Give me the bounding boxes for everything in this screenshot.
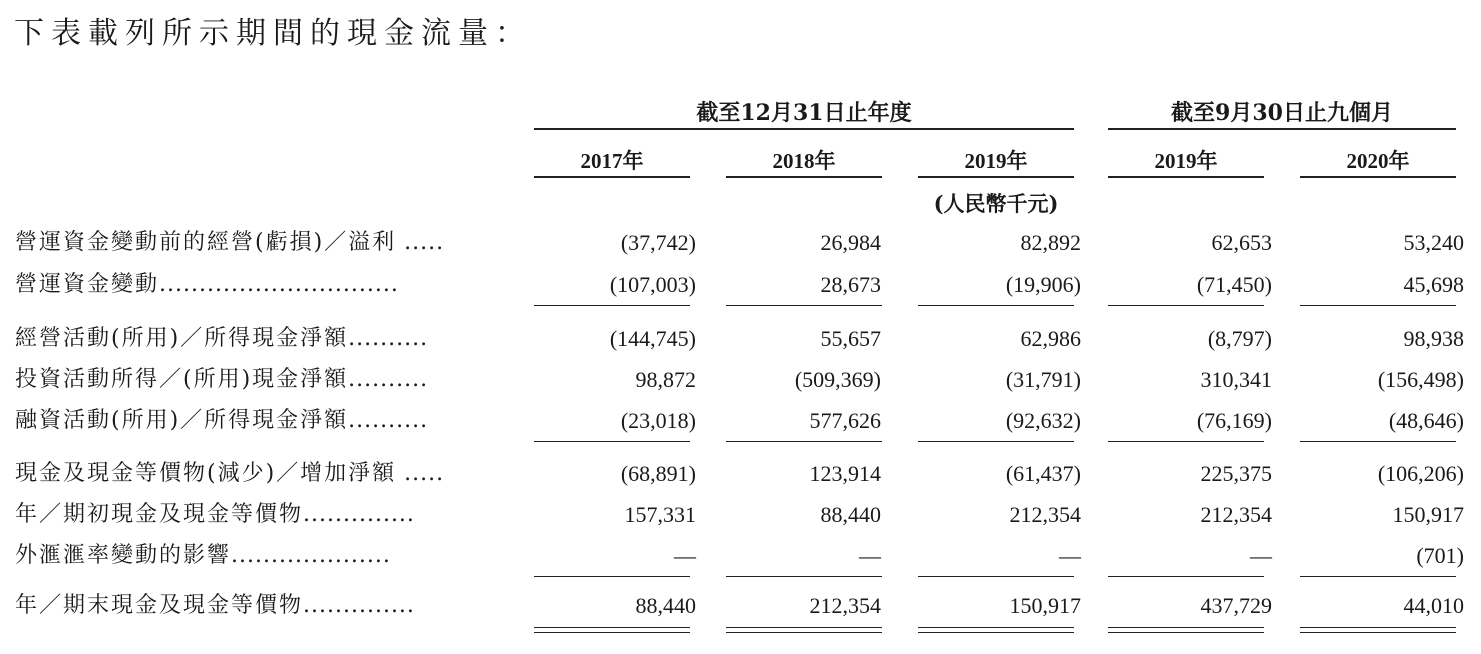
cell-2018: 55,657 xyxy=(820,326,881,351)
year-underline xyxy=(1108,176,1264,178)
row-label: 現金及現金等價物(減少)／增加淨額 ..... xyxy=(15,461,445,486)
cell-2020-9m: (48,646) xyxy=(1388,408,1464,433)
table-row xyxy=(0,590,1481,622)
subtotal-rule xyxy=(534,305,690,306)
unit-label: (人民幣千元) xyxy=(933,191,1059,216)
cell-2019-9m: (76,169) xyxy=(1196,408,1272,433)
cell-2019-9m: 310,341 xyxy=(1200,367,1272,392)
subtotal-rule xyxy=(918,576,1074,577)
table-row xyxy=(0,540,1481,572)
intro-text: 下表載列所示期間的現金流量： xyxy=(14,16,532,51)
cell-2019: 212,354 xyxy=(1009,502,1081,527)
cell-2017: 88,440 xyxy=(635,593,696,618)
cell-2017: (68,891) xyxy=(620,461,696,486)
cell-2019: 62,986 xyxy=(1020,326,1081,351)
subtotal-rule xyxy=(1108,576,1264,577)
row-label: 經營活動(所用)／所得現金淨額.......... xyxy=(15,326,429,351)
year-underline xyxy=(1300,176,1456,178)
total-double-rule xyxy=(534,632,690,633)
table-row xyxy=(0,364,1481,396)
subtotal-rule xyxy=(1300,305,1456,306)
group-underline-annual xyxy=(534,128,1074,130)
cell-2017: (107,003) xyxy=(609,272,696,297)
total-double-rule xyxy=(1300,632,1456,633)
year-header-2019-annual: 2019年 xyxy=(964,149,1028,173)
cell-2017: 98,872 xyxy=(635,367,696,392)
cell-2019-9m: 62,653 xyxy=(1211,230,1272,255)
table-row xyxy=(0,323,1481,355)
cell-2018: — xyxy=(859,543,881,568)
total-double-rule xyxy=(918,632,1074,633)
subtotal-rule xyxy=(726,441,882,442)
cell-2018: 123,914 xyxy=(809,461,881,486)
cell-2020-9m: 45,698 xyxy=(1403,272,1464,297)
cell-2019: (19,906) xyxy=(1005,272,1081,297)
group-underline-nine-months xyxy=(1108,128,1456,130)
cell-2019-9m: (8,797) xyxy=(1207,326,1272,351)
cell-2019: (31,791) xyxy=(1005,367,1081,392)
table-row xyxy=(0,499,1481,531)
row-label: 外滙滙率變動的影響.................... xyxy=(15,543,391,568)
cell-2019-9m: 437,729 xyxy=(1200,593,1272,618)
subtotal-rule xyxy=(534,576,690,577)
cell-2018: 577,626 xyxy=(809,408,881,433)
cell-2020-9m: (701) xyxy=(1416,543,1464,568)
cell-2018: 28,673 xyxy=(820,272,881,297)
cell-2020-9m: (156,498) xyxy=(1377,367,1464,392)
total-double-rule xyxy=(918,627,1074,628)
cell-2017: — xyxy=(674,543,696,568)
row-label: 營運資金變動前的經營(虧損)／溢利 ..... xyxy=(15,230,445,255)
subtotal-rule xyxy=(726,305,882,306)
cell-2020-9m: (106,206) xyxy=(1377,461,1464,486)
year-header-2017: 2017年 xyxy=(580,149,644,173)
year-header-2019-nine-months: 2019年 xyxy=(1154,149,1218,173)
cell-2019-9m: — xyxy=(1250,543,1272,568)
cell-2019: (92,632) xyxy=(1005,408,1081,433)
cell-2017: 157,331 xyxy=(624,502,696,527)
subtotal-rule xyxy=(1300,576,1456,577)
cell-2018: 212,354 xyxy=(809,593,881,618)
table-row xyxy=(0,269,1481,301)
group-header-nine-months: 截至9月30日止九個月 xyxy=(1171,100,1393,126)
cell-2018: 88,440 xyxy=(820,502,881,527)
row-label: 年／期初現金及現金等價物.............. xyxy=(15,502,415,527)
row-label: 年／期末現金及現金等價物.............. xyxy=(15,593,415,618)
cell-2018: (509,369) xyxy=(794,367,881,392)
cell-2019-9m: (71,450) xyxy=(1196,272,1272,297)
table-row xyxy=(0,405,1481,437)
cell-2019: 82,892 xyxy=(1020,230,1081,255)
cell-2019: — xyxy=(1059,543,1081,568)
table-row xyxy=(0,458,1481,490)
cell-2020-9m: 44,010 xyxy=(1403,593,1464,618)
cell-2017: (23,018) xyxy=(620,408,696,433)
total-double-rule xyxy=(726,627,882,628)
cell-2020-9m: 98,938 xyxy=(1403,326,1464,351)
subtotal-rule xyxy=(1108,441,1264,442)
cell-2019-9m: 225,375 xyxy=(1200,461,1272,486)
total-double-rule xyxy=(1300,627,1456,628)
subtotal-rule xyxy=(1300,441,1456,442)
year-underline xyxy=(726,176,882,178)
row-label: 投資活動所得／(所用)現金淨額.......... xyxy=(15,367,429,392)
year-underline xyxy=(534,176,690,178)
table-row xyxy=(0,227,1481,259)
total-double-rule xyxy=(1108,627,1264,628)
row-label: 營運資金變動.............................. xyxy=(15,272,399,297)
group-header-annual: 截至12月31日止年度 xyxy=(696,100,912,126)
year-header-2018: 2018年 xyxy=(772,149,836,173)
cell-2020-9m: 53,240 xyxy=(1403,230,1464,255)
cell-2017: (37,742) xyxy=(620,230,696,255)
cell-2019: 150,917 xyxy=(1009,593,1081,618)
subtotal-rule xyxy=(918,441,1074,442)
cell-2018: 26,984 xyxy=(820,230,881,255)
total-double-rule xyxy=(534,627,690,628)
cell-2019-9m: 212,354 xyxy=(1200,502,1272,527)
subtotal-rule xyxy=(534,441,690,442)
subtotal-rule xyxy=(726,576,882,577)
subtotal-rule xyxy=(918,305,1074,306)
total-double-rule xyxy=(726,632,882,633)
cell-2020-9m: 150,917 xyxy=(1392,502,1464,527)
year-underline xyxy=(918,176,1074,178)
total-double-rule xyxy=(1108,632,1264,633)
row-label: 融資活動(所用)／所得現金淨額.......... xyxy=(15,408,429,433)
cell-2019: (61,437) xyxy=(1005,461,1081,486)
subtotal-rule xyxy=(1108,305,1264,306)
cell-2017: (144,745) xyxy=(609,326,696,351)
year-header-2020: 2020年 xyxy=(1346,149,1410,173)
